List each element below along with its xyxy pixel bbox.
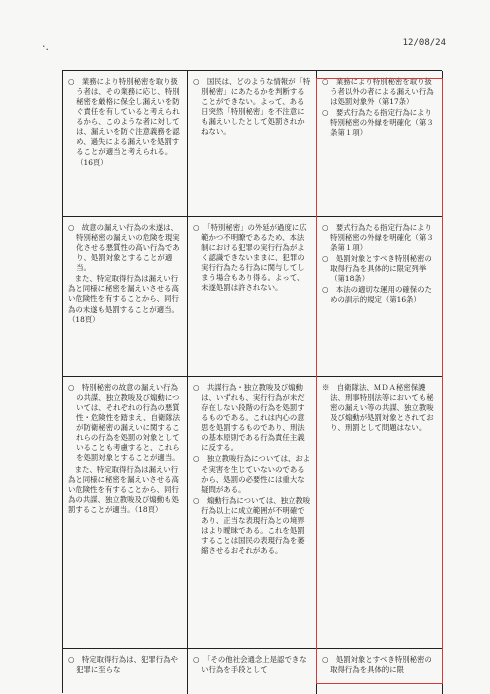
cell-text: ○ 特別秘密の故意の漏えい行為の共謀、独立教唆及び煽動については、それぞれの行為の悪質性・危険性を踏まえ、自衛隊法が防衛秘密の漏えいに関するこれらの行為を処罰の対象としていることも考慮すると、これらを処罰対象とすることが適当。: [68, 383, 181, 463]
row4-col1: [63, 649, 188, 694]
cell-text: ○ 特定取得行為は、犯罪行為や犯罪に至らな: [68, 655, 178, 675]
cell-text: ○ 独立教唆行為については、およそ実害を生じていないのであるから、処罰の必要性には重大な疑問がある。: [193, 454, 311, 494]
cell-text: ○ 故意の漏えい行為の未遂は、特別秘密の漏えいの危険を現実化させる悪質性の高い行為であり、処罰対象とすることが適当。: [68, 223, 180, 273]
cell-text: また、特定取得行為は漏えい行為と同様に秘密を漏えいさせる高い危険性を有することから、同行為の未遂も処罰することが適当。（18頁）: [68, 274, 179, 324]
cell-text: ○ 要式行為たる指定行為により特別秘密の外縁を明確化（第３条第１項）: [322, 108, 434, 138]
cell-text: ○ 共謀行為・独立教唆及び煽動は、いずれも、実行行為が未だ存在しない段階の行為を処罰するものである。これは内心の意思を処罰するものであり、刑法の基本原則である行為責任主義に反する。: [193, 383, 305, 453]
cell-text: ○ 「特別秘密」の外延が過度に広範かつ不明瞭であるため、本法制における犯罪の実行行為がよく認識できないままに、犯罪の実行行為たる行為に関与してしまう場合もあり得る。よって、未遂処罰は許されない。: [193, 223, 307, 293]
highlight-box: [316, 78, 443, 684]
cell-text: ○ 本法の適切な運用の確保のための訓示的規定（第16条）: [322, 285, 432, 305]
cell-text: ○ 業務により特別秘密を取り扱う者以外の者による漏えい行為は処罰対象外（第17条）: [322, 77, 434, 107]
row2-col2: [188, 217, 317, 377]
cell-text: また、特定取得行為は漏えい行為と同様に秘密を漏えいさせる高い危険性を有することから、同行為の共謀、独立教唆及び煽動も処罰することが適当。（18頁）: [68, 464, 179, 514]
cell-text: ○ 煽動行為については、独立教唆行為以上に成立範囲が不明確であり、正当な表現行為との境界はより曖昧である。これを処罰することは国民の表現行為を萎縮させるおそれがある。: [193, 495, 311, 555]
cell-text: ○ 処罰対象とすべき特別秘密の取得行為を具体的に限: [322, 655, 432, 675]
row3-col1: [63, 377, 188, 649]
row1-col1: [63, 71, 188, 217]
cell-text: ○ 国民は、どのような情報が「特別秘密」にあたるかを判断することができない。よって、ある日突然「特別秘密」を不注意にも漏えいしたとして処罰されかねない。: [193, 77, 311, 137]
cell-text: ○ 処罰対象とすべき特別秘密の取得行為を具体的に限定列挙（第18条）: [322, 254, 432, 284]
cell-text: ○ 業務により特別秘密を取り扱う者は、その業務に応じ、特別秘密を厳格に保全し漏えいを防ぐ責任を有していると考えられるから、このような者に対しては、漏えいを防ぐ注意義務を認め、過失による漏えいを処罰することが適当と考えられる。（16頁）: [68, 77, 180, 167]
row2-col1: [63, 217, 188, 377]
cell-text: ※ 自衛隊法、ＭＤＡ秘密保護法、刑事特別法等においても秘密の漏えい等の共謀、独立教唆及び煽動が処罰対象とされており、刑罰として問題はない。: [322, 383, 434, 433]
fax-date: 12/08/24: [402, 38, 446, 48]
row4-col2: [188, 649, 317, 694]
cell-text: ○ 要式行為たる指定行為により特別秘密の外縁を明確化（第３条第１項）: [322, 223, 434, 253]
punch-mark: ·.: [42, 40, 49, 53]
cell-text: ○ 「その他社会通念上是認できない行為を手段として: [193, 655, 307, 675]
row1-col2: [188, 71, 317, 217]
row3-col2: [188, 377, 317, 649]
